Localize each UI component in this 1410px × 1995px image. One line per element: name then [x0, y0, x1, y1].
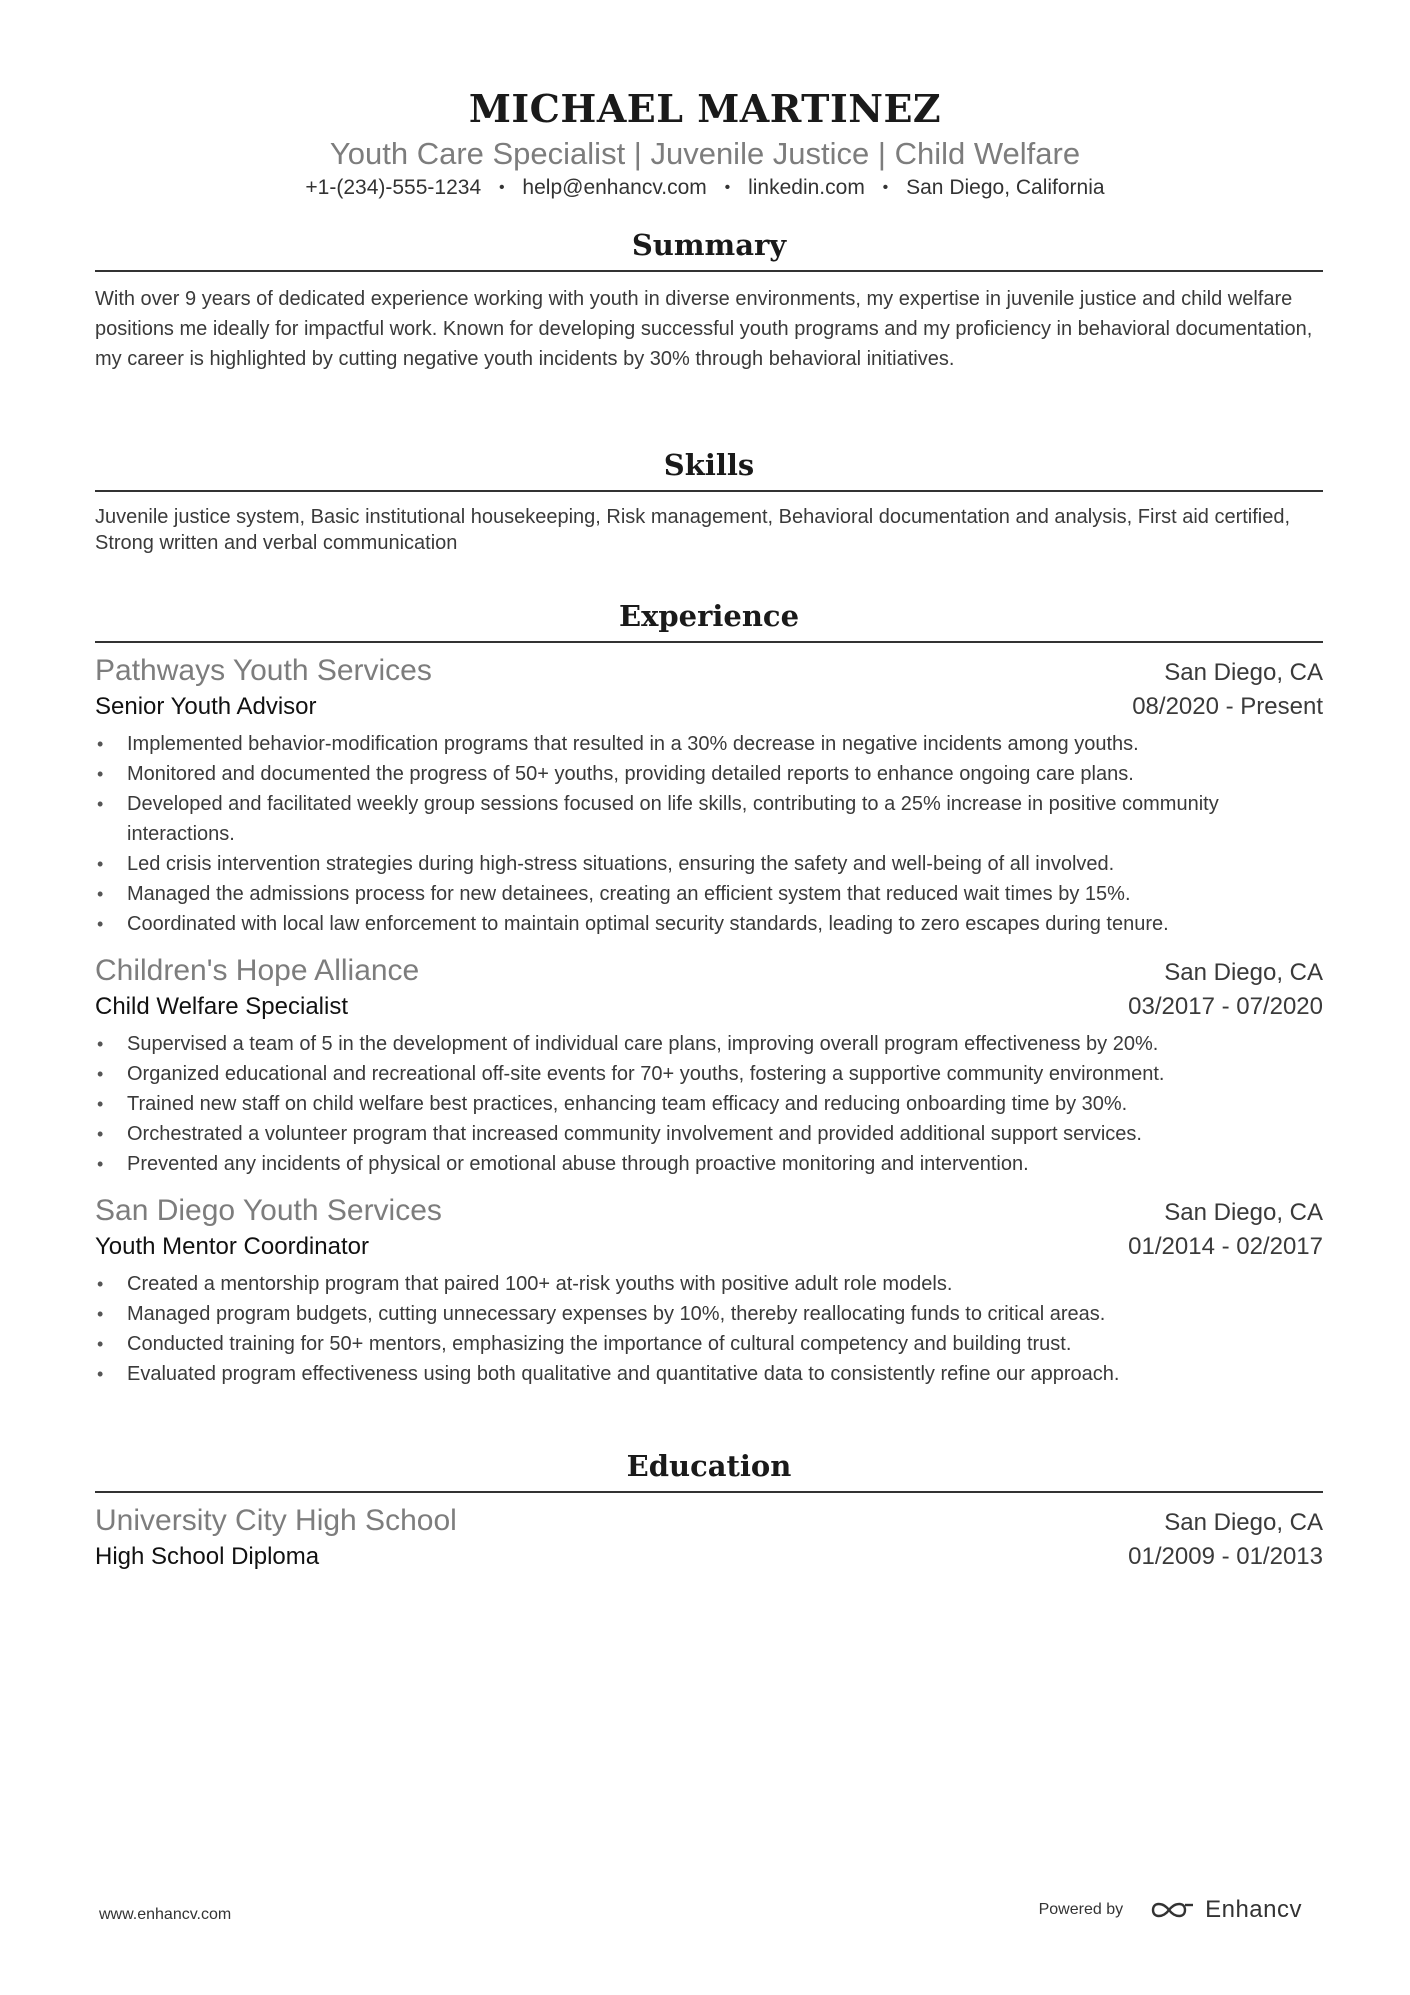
degree-name: High School Diploma: [95, 1543, 320, 1570]
experience-entry: [95, 651, 1323, 939]
summary-heading: Summary: [631, 228, 787, 262]
bullet-icon: •: [97, 1334, 104, 1354]
list-item: • Orchestrated a volunteer program that increased community involvement and provided additional support services.: [95, 1119, 1323, 1149]
skills-text: Juvenile justice system, Basic institutional housekeeping, Risk management, Behavioral documentation and analysis, First aid certified, Strong written and verbal communication: [95, 506, 1291, 554]
job-bullets: [95, 1269, 1323, 1389]
enhancv-logo-icon: [1149, 1897, 1197, 1923]
job-role: Child Welfare Specialist: [95, 993, 348, 1020]
bullet-icon: •: [97, 1124, 104, 1144]
candidate-name: MICHAEL MARTINEZ: [468, 86, 942, 131]
section-divider: [95, 270, 1323, 272]
company-name: Pathways Youth Services: [95, 654, 432, 687]
bullet-icon: •: [97, 1064, 104, 1084]
contact-email[interactable]: help@enhancv.com: [522, 176, 707, 199]
bullet-icon: •: [97, 884, 104, 904]
bullet-icon: •: [97, 794, 104, 814]
list-item: • Developed and facilitated weekly group sessions focused on life skills, contributing to a 25% increase in positive community interactions.: [95, 789, 1323, 849]
job-location: San Diego, CA: [1164, 659, 1323, 686]
experience-section: [95, 597, 1323, 1389]
bullet-icon: •: [97, 854, 104, 874]
section-divider: [95, 490, 1323, 492]
company-name: San Diego Youth Services: [95, 1194, 442, 1227]
list-item: • Trained new staff on child welfare best practices, enhancing team efficacy and reducing onboarding time by 30%.: [95, 1089, 1323, 1119]
list-item: • Conducted training for 50+ mentors, emphasizing the importance of cultural competency and building trust.: [95, 1329, 1323, 1359]
school-location: San Diego, CA: [1164, 1509, 1323, 1536]
powered-by-label: Powered by: [1038, 1901, 1124, 1918]
skills-section: [95, 446, 1323, 556]
list-item: • Led crisis intervention strategies during high-stress situations, ensuring the safety and well-being of all involved.: [95, 849, 1323, 879]
bullet-icon: •: [97, 1154, 104, 1174]
section-divider: [95, 641, 1323, 643]
job-dates: 08/2020 - Present: [1132, 693, 1323, 720]
list-item: • Monitored and documented the progress of 50+ youths, providing detailed reports to enhance ongoing care plans.: [95, 759, 1323, 789]
list-item: • Supervised a team of 5 in the development of individual care plans, improving overall program effectiveness by 20%.: [95, 1029, 1323, 1059]
bullet-icon: •: [97, 1274, 104, 1294]
education-dates: 01/2009 - 01/2013: [1128, 1543, 1323, 1570]
bullet-icon: •: [97, 734, 104, 754]
list-item: • Prevented any incidents of physical or emotional abuse through proactive monitoring and intervention.: [95, 1149, 1323, 1179]
experience-entry: [95, 951, 1323, 1179]
contact-location: San Diego, California: [906, 176, 1105, 199]
bullet-icon: •: [97, 1364, 104, 1384]
job-bullets: [95, 729, 1323, 939]
skills-heading: Skills: [663, 448, 755, 482]
bullet-icon: •: [97, 764, 104, 784]
list-item: • Managed the admissions process for new detainees, creating an efficient system that reduced wait times by 15%.: [95, 879, 1323, 909]
contact-separator: •: [498, 179, 505, 196]
education-section: [95, 1447, 1323, 1573]
contact-separator: •: [882, 179, 889, 196]
contact-line: [0, 174, 1410, 202]
list-item: • Implemented behavior-modification programs that resulted in a 30% decrease in negative incidents among youths.: [95, 729, 1323, 759]
job-bullets: [95, 1029, 1323, 1179]
contact-phone: +1-(234)-555-1234: [305, 176, 482, 199]
candidate-title: Youth Care Specialist | Juvenile Justice | Child Welfare: [329, 136, 1081, 171]
resume-header: [0, 86, 1410, 202]
education-heading: Education: [626, 1449, 792, 1483]
experience-entry: [95, 1191, 1323, 1389]
footer-website[interactable]: www.enhancv.com: [99, 1906, 232, 1923]
bullet-icon: •: [97, 1304, 104, 1324]
list-item: • Evaluated program effectiveness using both qualitative and quantitative data to consistently refine our approach.: [95, 1359, 1323, 1389]
section-divider: [95, 1491, 1323, 1493]
list-item: • Created a mentorship program that paired 100+ at-risk youths with positive adult role models.: [95, 1269, 1323, 1299]
school-name: University City High School: [95, 1504, 457, 1537]
list-item: • Organized educational and recreational off-site events for 70+ youths, fostering a supportive community environment.: [95, 1059, 1323, 1089]
bullet-icon: •: [97, 1094, 104, 1114]
list-item: • Coordinated with local law enforcement to maintain optimal security standards, leading to zero escapes during tenure.: [95, 909, 1323, 939]
job-location: San Diego, CA: [1164, 959, 1323, 986]
brand-name: Enhancv: [1205, 1896, 1302, 1923]
summary-section: [95, 226, 1323, 374]
job-role: Youth Mentor Coordinator: [95, 1233, 369, 1260]
contact-separator: •: [724, 179, 731, 196]
job-location: San Diego, CA: [1164, 1199, 1323, 1226]
bullet-icon: •: [97, 914, 104, 934]
bullet-icon: •: [97, 1034, 104, 1054]
summary-text: With over 9 years of dedicated experience working with youth in diverse environments, my expertise in juvenile justice and child welfare positions me ideally for impactful work. Known for developing successful youth programs and my proficiency in behavioral documentation, my career is highlighted by cutting negative youth incidents by 30% through behavioral initiatives.: [95, 288, 1313, 370]
job-dates: 01/2014 - 02/2017: [1128, 1233, 1323, 1260]
footer-branding: [1039, 1896, 1302, 1924]
contact-linkedin[interactable]: linkedin.com: [748, 176, 865, 199]
list-item: • Managed program budgets, cutting unnecessary expenses by 10%, thereby reallocating funds to critical areas.: [95, 1299, 1323, 1329]
education-entry: [95, 1501, 1323, 1573]
job-role: Senior Youth Advisor: [95, 693, 317, 720]
company-name: Children's Hope Alliance: [95, 954, 420, 987]
experience-heading: Experience: [618, 599, 800, 633]
job-dates: 03/2017 - 07/2020: [1128, 993, 1323, 1020]
